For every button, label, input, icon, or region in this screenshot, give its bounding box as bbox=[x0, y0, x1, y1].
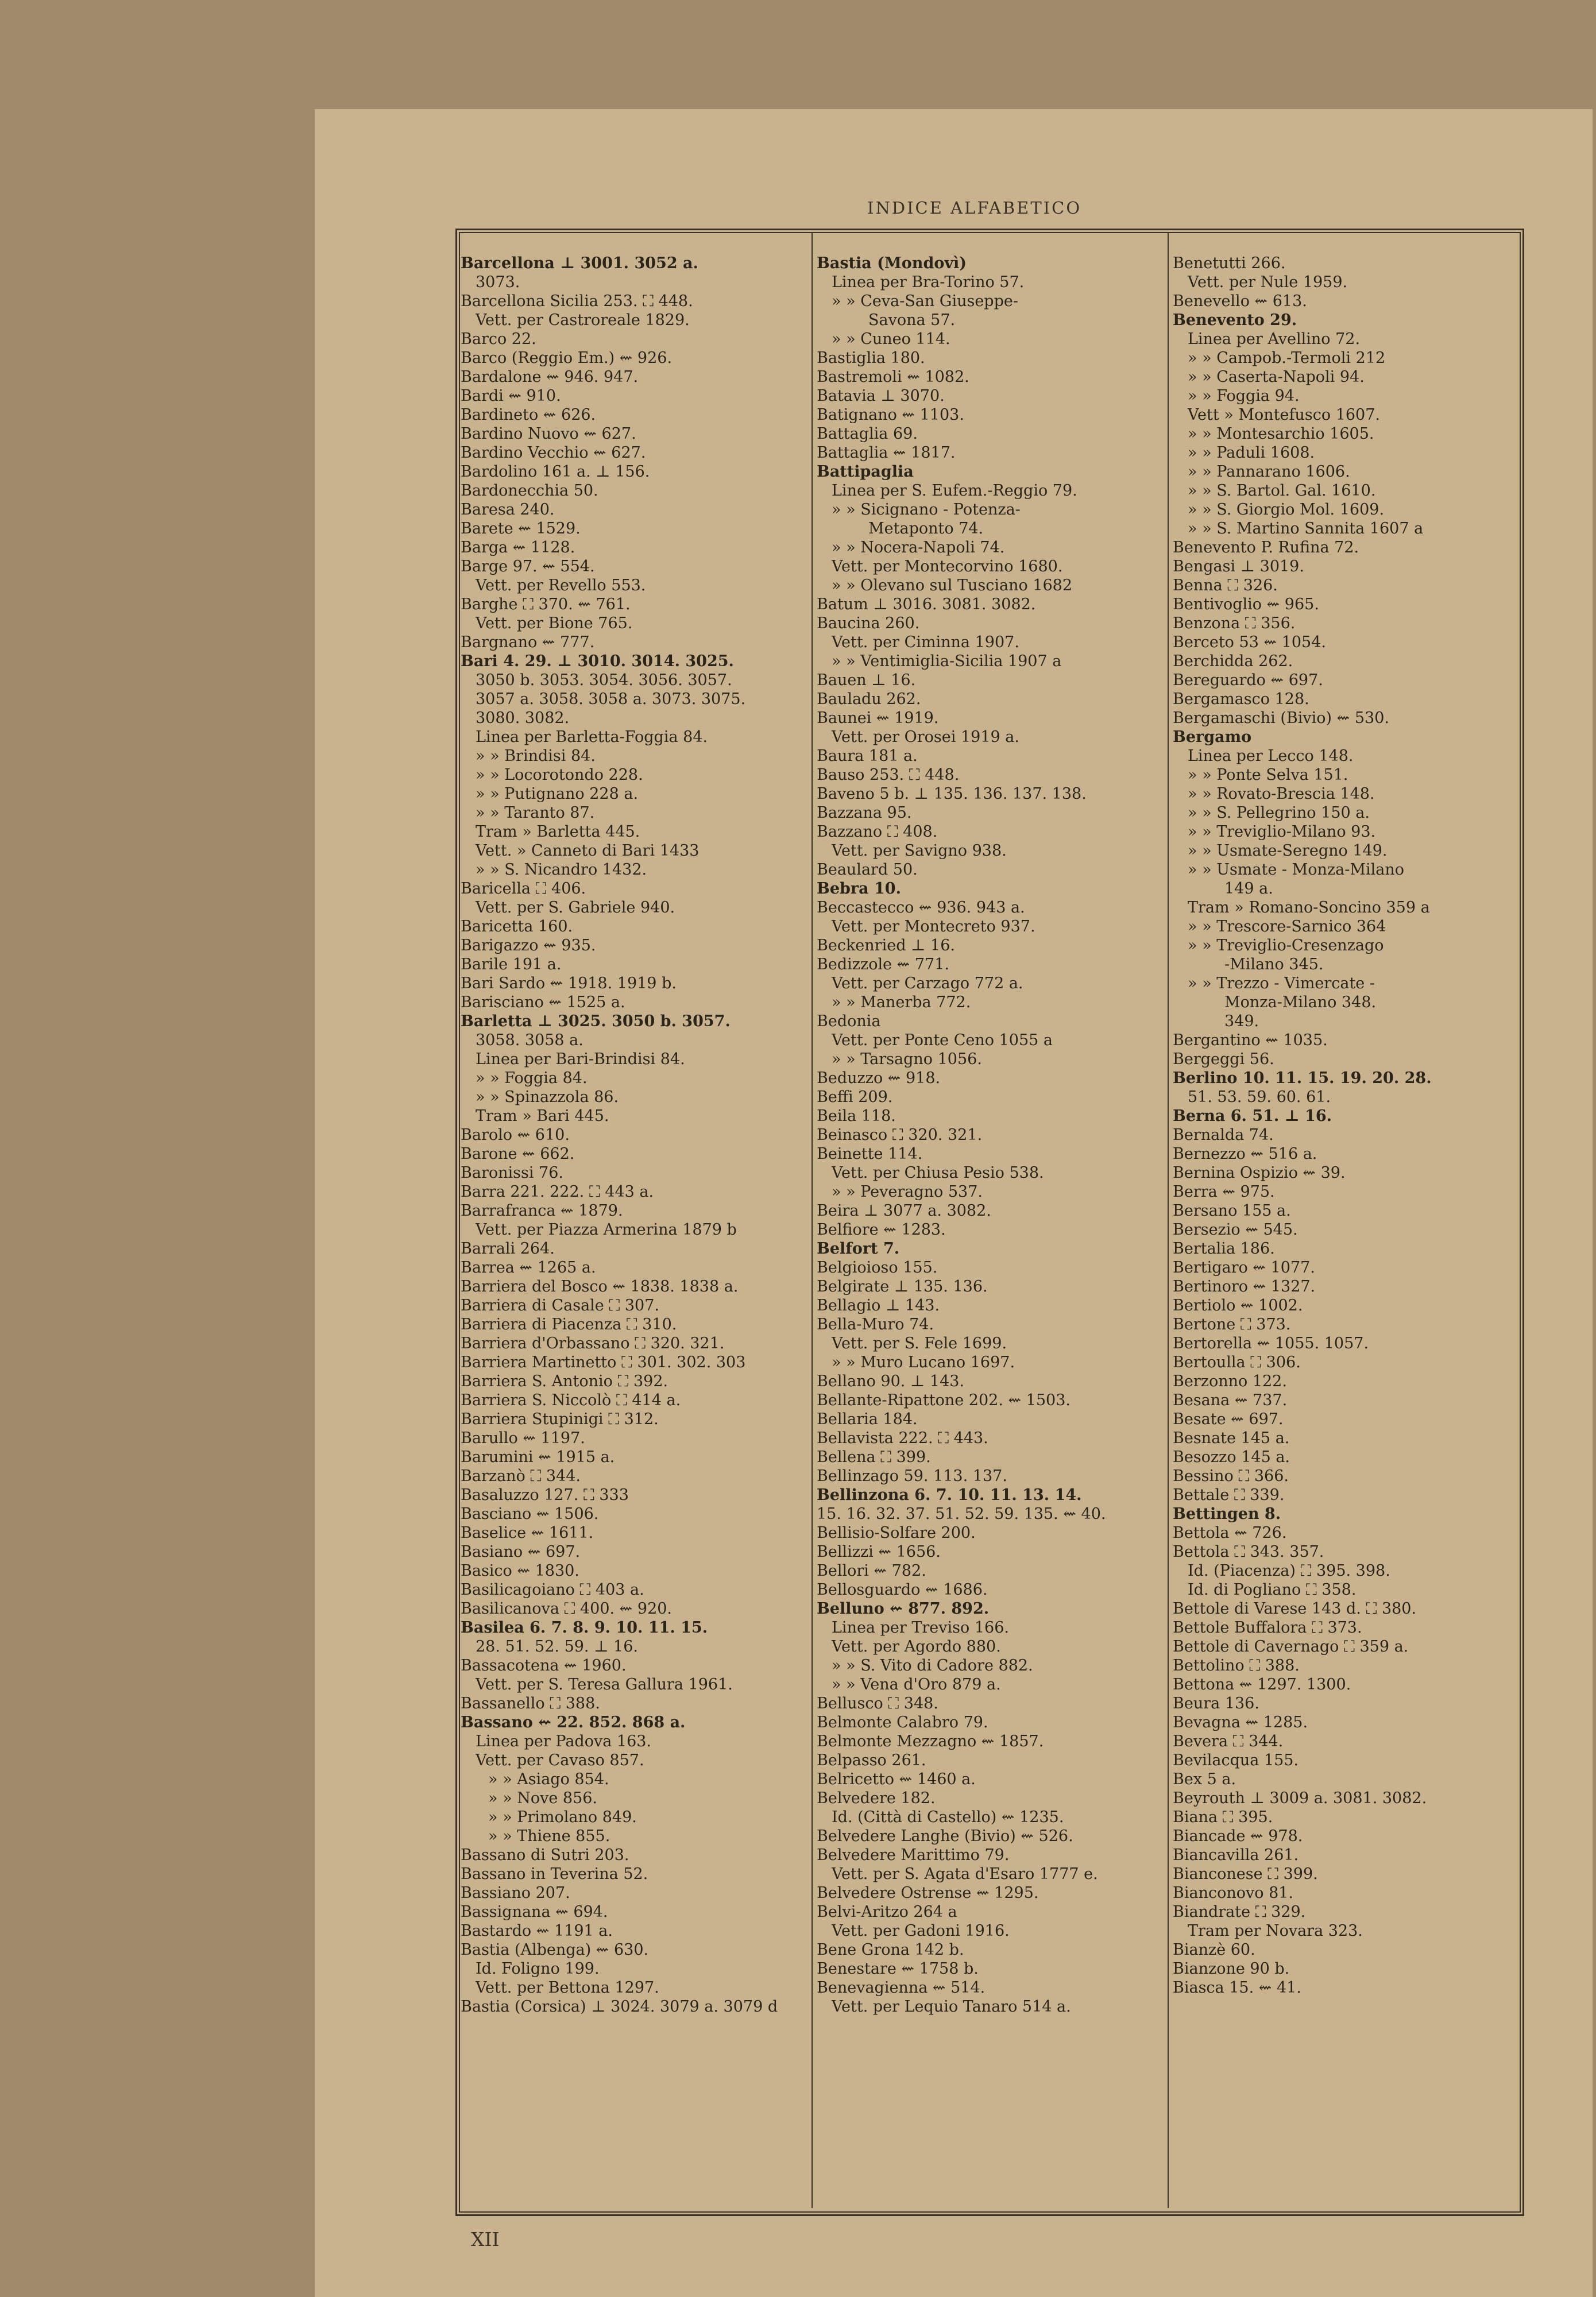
index-column-2 bbox=[817, 254, 1161, 2016]
index-entry: Bazzano ⛶ 408. bbox=[817, 823, 938, 841]
index-entry: Vett. per S. Teresa Gallura 1961. bbox=[476, 1676, 733, 1693]
index-entry: Baunei ⇜ 1919. bbox=[817, 709, 939, 727]
index-entry: Biana ⛶ 395. bbox=[1173, 1808, 1273, 1826]
index-entry: Belmonte Mezzagno ⇜ 1857. bbox=[817, 1733, 1044, 1750]
index-entry: Linea per Lecco 148. bbox=[1188, 747, 1354, 765]
index-entry: Bevera ⛶ 344. bbox=[1173, 1733, 1284, 1750]
index-entry: Vett. per Nule 1959. bbox=[1188, 273, 1348, 291]
index-entry: Bardineto ⇜ 626. bbox=[461, 406, 596, 424]
index-entry: Bene Grona 142 b. bbox=[817, 1941, 964, 1959]
index-entry: Basico ⇜ 1830. bbox=[461, 1562, 579, 1580]
index-entry: Berra ⇜ 975. bbox=[1173, 1183, 1275, 1201]
index-entry: Barletta ⊥ 3025. 3050 b. 3057. bbox=[461, 1012, 731, 1030]
index-entry: » » Foggia 84. bbox=[476, 1069, 588, 1087]
index-entry: » » S. Nicandro 1432. bbox=[476, 861, 647, 879]
index-entry: Bastia (Mondovì) bbox=[817, 254, 967, 272]
index-entry: Vett. per Piazza Armerina 1879 b bbox=[476, 1221, 737, 1239]
index-entry: Bastardo ⇜ 1191 a. bbox=[461, 1922, 613, 1940]
index-entry: Bellavista 222. ⛶ 443. bbox=[817, 1429, 988, 1447]
index-entry: Battipaglia bbox=[817, 463, 914, 481]
index-entry: Vett. per S. Fele 1699. bbox=[832, 1335, 1007, 1352]
index-entry: Barriera di Casale ⛶ 307. bbox=[461, 1297, 659, 1314]
index-entry: Besate ⇜ 697. bbox=[1173, 1410, 1284, 1428]
index-entry: Barriera di Piacenza ⛶ 310. bbox=[461, 1316, 677, 1333]
index-entry: Vett. per Bettona 1297. bbox=[476, 1979, 659, 1997]
index-entry: Biancavilla 261. bbox=[1173, 1846, 1299, 1864]
index-entry: Benevagienna ⇜ 514. bbox=[817, 1979, 986, 1997]
index-entry: » » S. Bartol. Gal. 1610. bbox=[1188, 482, 1376, 500]
index-entry: Berchidda 262. bbox=[1173, 652, 1293, 670]
index-entry: Bellena ⛶ 399. bbox=[817, 1448, 931, 1466]
index-entry: Beinette 114. bbox=[817, 1145, 923, 1163]
index-entry: » » S. Martino Sannita 1607 a bbox=[1188, 520, 1424, 537]
index-entry: Beinasco ⛶ 320. 321. bbox=[817, 1126, 983, 1144]
index-entry: Bardino Vecchio ⇜ 627. bbox=[461, 444, 646, 462]
index-entry: Belvedere Ostrense ⇜ 1295. bbox=[817, 1884, 1039, 1902]
index-entry: Bastia (Corsica) ⊥ 3024. 3079 a. 3079 d bbox=[461, 1998, 778, 2016]
index-entry: Barumini ⇜ 1915 a. bbox=[461, 1448, 615, 1466]
index-entry: Vett. per Ponte Ceno 1055 a bbox=[832, 1031, 1053, 1049]
index-entry: Bazzana 95. bbox=[817, 804, 912, 822]
index-entry: Baucina 260. bbox=[817, 614, 920, 632]
index-entry: Barghe ⛶ 370. ⇜ 761. bbox=[461, 595, 631, 613]
index-entry: Bernina Ospizio ⇜ 39. bbox=[1173, 1164, 1346, 1182]
index-entry: » » S. Pellegrino 150 a. bbox=[1188, 804, 1370, 822]
index-entry: Bessino ⛶ 366. bbox=[1173, 1467, 1289, 1485]
index-entry: Id. di Pogliano ⛶ 358. bbox=[1188, 1581, 1357, 1599]
index-entry: Bauladu 262. bbox=[817, 690, 921, 708]
index-entry: » » Thiene 855. bbox=[488, 1827, 610, 1845]
index-entry: » » Usmate - Monza-Milano bbox=[1188, 861, 1405, 879]
index-entry: 349. bbox=[1224, 1012, 1259, 1030]
index-entry: Bentivoglio ⇜ 965. bbox=[1173, 595, 1319, 613]
index-entry: Bianzè 60. bbox=[1173, 1941, 1255, 1959]
index-entry: » » Peveragno 537. bbox=[832, 1183, 983, 1201]
index-entry: Belmonte Calabro 79. bbox=[817, 1714, 988, 1731]
index-entry: Barriera d'Orbassano ⛶ 320. 321. bbox=[461, 1335, 725, 1352]
index-entry: Metaponto 74. bbox=[868, 520, 984, 537]
index-column-3 bbox=[1173, 254, 1517, 1997]
index-entry: Linea per Bra-Torino 57. bbox=[832, 273, 1025, 291]
index-entry: Belvedere Marittimo 79. bbox=[817, 1846, 1010, 1864]
index-entry: » » Cuneo 114. bbox=[832, 330, 950, 348]
index-entry: Bellinzona 6. 7. 10. 11. 13. 14. bbox=[817, 1486, 1082, 1504]
index-entry: Benna ⛶ 326. bbox=[1173, 577, 1278, 594]
index-entry: Barriera S. Antonio ⛶ 392. bbox=[461, 1372, 668, 1390]
index-entry: Bardalone ⇜ 946. 947. bbox=[461, 368, 639, 386]
index-entry: Vett. » Canneto di Bari 1433 bbox=[476, 842, 700, 860]
index-entry: Biasca 15. ⇜ 41. bbox=[1173, 1979, 1301, 1997]
column-divider bbox=[811, 233, 813, 2208]
index-entry: Id. Foligno 199. bbox=[476, 1960, 600, 1978]
index-entry: Tram » Bari 445. bbox=[476, 1107, 609, 1125]
page-number: XII bbox=[471, 2228, 500, 2250]
index-entry: Vett. per Savigno 938. bbox=[832, 842, 1007, 860]
index-entry: Bettolino ⛶ 388. bbox=[1173, 1657, 1300, 1675]
index-entry: Basciano ⇜ 1506. bbox=[461, 1505, 599, 1523]
index-entry: Baricella ⛶ 406. bbox=[461, 880, 586, 898]
index-entry: » » Asiago 854. bbox=[488, 1770, 609, 1788]
index-entry: Id. (Piacenza) ⛶ 395. 398. bbox=[1188, 1562, 1390, 1580]
index-entry: » » Foggia 94. bbox=[1188, 387, 1300, 405]
index-entry: Belpasso 261. bbox=[817, 1751, 926, 1769]
index-entry: » » Vena d'Oro 879 a. bbox=[832, 1676, 1001, 1693]
index-entry: Belvedere Langhe (Bivio) ⇜ 526. bbox=[817, 1827, 1073, 1845]
index-entry: Id. (Città di Castello) ⇜ 1235. bbox=[832, 1808, 1064, 1826]
index-entry: Bex 5 a. bbox=[1173, 1770, 1236, 1788]
index-entry: » » Paduli 1608. bbox=[1188, 444, 1315, 462]
index-entry: » » Rovato-Brescia 148. bbox=[1188, 785, 1375, 803]
index-entry: Beffi 209. bbox=[817, 1088, 893, 1106]
index-entry: Bellagio ⊥ 143. bbox=[817, 1297, 940, 1314]
index-entry: Belfort 7. bbox=[817, 1240, 900, 1258]
index-entry: Bettole di Varese 143 d. ⛶ 380. bbox=[1173, 1600, 1417, 1618]
index-entry: Vett. per Orosei 1919 a. bbox=[832, 728, 1019, 746]
index-entry: Bellosguardo ⇜ 1686. bbox=[817, 1581, 988, 1599]
index-entry: Bedonia bbox=[817, 1012, 881, 1030]
index-entry: Benzona ⛶ 356. bbox=[1173, 614, 1296, 632]
index-entry: Bellisio-Solfare 200. bbox=[817, 1524, 976, 1542]
index-entry: » » Olevano sul Tusciano 1682 bbox=[832, 577, 1073, 594]
index-entry: Bengasi ⊥ 3019. bbox=[1173, 558, 1304, 575]
index-entry: Bassano di Sutri 203. bbox=[461, 1846, 629, 1864]
index-entry: Bastia (Albenga) ⇜ 630. bbox=[461, 1941, 649, 1959]
index-entry: Bardolino 161 a. ⊥ 156. bbox=[461, 463, 650, 481]
index-entry: » » Trezzo - Vimercate - bbox=[1188, 975, 1375, 992]
index-entry: Barrafranca ⇜ 1879. bbox=[461, 1202, 623, 1220]
index-entry: Bari Sardo ⇜ 1918. 1919 b. bbox=[461, 975, 677, 992]
index-entry: Bertone ⛶ 373. bbox=[1173, 1316, 1291, 1333]
index-entry: Bersano 155 a. bbox=[1173, 1202, 1291, 1220]
index-entry: Besana ⇜ 737. bbox=[1173, 1391, 1288, 1409]
index-entry: » » Pannarano 1606. bbox=[1188, 463, 1350, 481]
index-entry: Barriera del Bosco ⇜ 1838. 1838 a. bbox=[461, 1278, 739, 1296]
index-entry: Vett. per Ciminna 1907. bbox=[832, 633, 1019, 651]
index-entry: Bevilacqua 155. bbox=[1173, 1751, 1299, 1769]
index-entry: » » Treviglio-Cresenzago bbox=[1188, 937, 1384, 954]
index-entry: Vett. per S. Agata d'Esaro 1777 e. bbox=[832, 1865, 1098, 1883]
index-entry: » » Usmate-Seregno 149. bbox=[1188, 842, 1388, 860]
index-entry: Vett. per Cavaso 857. bbox=[476, 1751, 644, 1769]
index-entry: Bettingen 8. bbox=[1173, 1505, 1281, 1523]
index-entry: Besnate 145 a. bbox=[1173, 1429, 1290, 1447]
index-entry: Belfiore ⇜ 1283. bbox=[817, 1221, 946, 1239]
index-entry: Vett. per Bione 765. bbox=[476, 614, 633, 632]
index-entry: Barone ⇜ 662. bbox=[461, 1145, 575, 1163]
index-entry: Basaluzzo 127. ⛶ 333 bbox=[461, 1486, 629, 1504]
index-entry: Baresa 240. bbox=[461, 501, 555, 519]
index-entry: Biancade ⇜ 978. bbox=[1173, 1827, 1303, 1845]
index-entry: 3073. bbox=[476, 273, 520, 291]
index-entry: Barullo ⇜ 1197. bbox=[461, 1429, 585, 1447]
index-entry: » » Campob.-Termoli 212 bbox=[1188, 349, 1386, 367]
index-entry: Linea per S. Eufem.-Reggio 79. bbox=[832, 482, 1077, 500]
index-entry: Batavia ⊥ 3070. bbox=[817, 387, 945, 405]
index-entry: Bergeggi 56. bbox=[1173, 1050, 1274, 1068]
index-column-1 bbox=[461, 254, 805, 2016]
index-entry: Bergamo bbox=[1173, 728, 1252, 746]
index-entry: Beyrouth ⊥ 3009 a. 3081. 3082. bbox=[1173, 1789, 1427, 1807]
index-entry: Bassanello ⛶ 388. bbox=[461, 1695, 600, 1712]
index-entry: Belricetto ⇜ 1460 a. bbox=[817, 1770, 976, 1788]
index-entry: Barco 22. bbox=[461, 330, 536, 348]
index-entry: Linea per Avellino 72. bbox=[1188, 330, 1361, 348]
index-entry: Batignano ⇜ 1103. bbox=[817, 406, 964, 424]
index-entry: Bersezio ⇜ 545. bbox=[1173, 1221, 1298, 1239]
index-entry: » » Nocera-Napoli 74. bbox=[832, 539, 1005, 556]
index-entry: Barra 221. 222. ⛶ 443 a. bbox=[461, 1183, 654, 1201]
index-entry: Benetutti 266. bbox=[1173, 254, 1286, 272]
index-entry: Battaglia 69. bbox=[817, 425, 918, 443]
index-entry: Bauen ⊥ 16. bbox=[817, 671, 916, 689]
index-entry: Bernezzo ⇜ 516 a. bbox=[1173, 1145, 1317, 1163]
index-entry: Vett. per Chiusa Pesio 538. bbox=[832, 1164, 1044, 1182]
index-entry: Vett. per Lequio Tanaro 514 a. bbox=[832, 1998, 1071, 2016]
index-entry: » » Ponte Selva 151. bbox=[1188, 766, 1348, 784]
index-entry: Vett. per S. Gabriele 940. bbox=[476, 899, 675, 917]
index-entry: Bauso 253. ⛶ 448. bbox=[817, 766, 960, 784]
index-entry: Barga ⇜ 1128. bbox=[461, 539, 575, 556]
index-entry: » » Muro Lucano 1697. bbox=[832, 1354, 1015, 1371]
index-entry: Bianconovo 81. bbox=[1173, 1884, 1294, 1902]
index-entry: Baronissi 76. bbox=[461, 1164, 563, 1182]
index-entry: » » Tarsagno 1056. bbox=[832, 1050, 982, 1068]
index-entry: Bettona ⇜ 1297. 1300. bbox=[1173, 1676, 1351, 1693]
index-entry: Beura 136. bbox=[1173, 1695, 1259, 1712]
index-entry: » » S. Giorgio Mol. 1609. bbox=[1188, 501, 1385, 519]
index-entry: 51. 53. 59. 60. 61. bbox=[1188, 1088, 1331, 1106]
index-entry: Bellori ⇜ 782. bbox=[817, 1562, 926, 1580]
index-entry: Barriera Stupinigi ⛶ 312. bbox=[461, 1410, 659, 1428]
index-entry: Bertalia 186. bbox=[1173, 1240, 1275, 1258]
index-entry: Barisciano ⇜ 1525 a. bbox=[461, 993, 625, 1011]
index-entry: Baura 181 a. bbox=[817, 747, 918, 765]
index-entry: Barriera Martinetto ⛶ 301. 302. 303 bbox=[461, 1354, 746, 1371]
index-entry: Battaglia ⇜ 1817. bbox=[817, 444, 956, 462]
index-entry: Barrali 264. bbox=[461, 1240, 555, 1258]
index-entry: Tram » Romano-Soncino 359 a bbox=[1188, 899, 1430, 917]
index-entry: Basilicagoiano ⛶ 403 a. bbox=[461, 1581, 644, 1599]
index-entry: Bassignana ⇜ 694. bbox=[461, 1903, 608, 1921]
index-entry: Vett. per Agordo 880. bbox=[832, 1638, 1001, 1656]
index-entry: Vett. per Montecreto 937. bbox=[832, 918, 1035, 935]
index-entry: Bettola ⇜ 726. bbox=[1173, 1524, 1287, 1542]
index-entry: 28. 51. 52. 59. ⊥ 16. bbox=[476, 1638, 638, 1656]
index-entry: Bassacotena ⇜ 1960. bbox=[461, 1657, 627, 1675]
index-entry: » » Sicignano - Potenza- bbox=[832, 501, 1021, 519]
index-entry: Bellante-Ripattone 202. ⇜ 1503. bbox=[817, 1391, 1071, 1409]
index-entry: Barolo ⇜ 610. bbox=[461, 1126, 570, 1144]
index-entry: Bertinoro ⇜ 1327. bbox=[1173, 1278, 1316, 1296]
index-entry: Barcellona ⊥ 3001. 3052 a. bbox=[461, 254, 698, 272]
index-entry: Bella-Muro 74. bbox=[817, 1316, 934, 1333]
index-entry: » » Primolano 849. bbox=[488, 1808, 637, 1826]
index-entry: Tram per Novara 323. bbox=[1188, 1922, 1363, 1940]
index-entry: Basilea 6. 7. 8. 9. 10. 11. 15. bbox=[461, 1619, 708, 1637]
index-entry: » » Montesarchio 1605. bbox=[1188, 425, 1374, 443]
index-entry: » » Ceva-San Giuseppe- bbox=[832, 292, 1018, 310]
index-entry: » » Locorotondo 228. bbox=[476, 766, 643, 784]
index-entry: Bassano ⇜ 22. 852. 868 a. bbox=[461, 1714, 686, 1731]
index-entry: Vett. per Castroreale 1829. bbox=[476, 311, 690, 329]
page-header: INDICE ALFABETICO bbox=[867, 198, 1082, 218]
index-entry: Vett. per Carzago 772 a. bbox=[832, 975, 1023, 992]
index-entry: Beduzzo ⇜ 918. bbox=[817, 1069, 941, 1087]
index-entry: Baveno 5 b. ⊥ 135. 136. 137. 138. bbox=[817, 785, 1087, 803]
index-entry: Beaulard 50. bbox=[817, 861, 918, 879]
index-entry: Vett. per Revello 553. bbox=[476, 577, 646, 594]
index-entry: Bardino Nuovo ⇜ 627. bbox=[461, 425, 636, 443]
index-entry: Basiano ⇜ 697. bbox=[461, 1543, 581, 1561]
index-entry: Bassano in Teverina 52. bbox=[461, 1865, 648, 1883]
index-entry: Monza-Milano 348. bbox=[1224, 993, 1377, 1011]
index-entry: Benevello ⇜ 613. bbox=[1173, 292, 1307, 310]
index-entry: Barcellona Sicilia 253. ⛶ 448. bbox=[461, 292, 693, 310]
index-entry: Vett » Montefusco 1607. bbox=[1188, 406, 1380, 424]
index-entry: » » Putignano 228 a. bbox=[476, 785, 639, 803]
index-entry: Bardi ⇜ 910. bbox=[461, 387, 561, 405]
index-entry: Bettale ⛶ 339. bbox=[1173, 1486, 1285, 1504]
index-entry: Bassiano 207. bbox=[461, 1884, 570, 1902]
index-entry: Barigazzo ⇜ 935. bbox=[461, 937, 596, 954]
index-entry: Bettola ⛶ 343. 357. bbox=[1173, 1543, 1324, 1561]
index-entry: Bellusco ⛶ 348. bbox=[817, 1695, 938, 1712]
index-entry: Bertorella ⇜ 1055. 1057. bbox=[1173, 1335, 1369, 1352]
index-entry: » » Brindisi 84. bbox=[476, 747, 596, 765]
index-entry: 3058. 3058 a. bbox=[476, 1031, 583, 1049]
index-entry: Bellizzi ⇜ 1656. bbox=[817, 1543, 941, 1561]
index-entry: Belgirate ⊥ 135. 136. bbox=[817, 1278, 988, 1296]
index-entry: Beira ⊥ 3077 a. 3082. bbox=[817, 1202, 991, 1220]
index-entry: Bergantino ⇜ 1035. bbox=[1173, 1031, 1328, 1049]
index-entry: Bastiglia 180. bbox=[817, 349, 925, 367]
index-entry: Batum ⊥ 3016. 3081. 3082. bbox=[817, 595, 1036, 613]
index-entry: Beila 118. bbox=[817, 1107, 896, 1125]
index-entry: Bardonecchia 50. bbox=[461, 482, 598, 500]
index-entry: Bertigaro ⇜ 1077. bbox=[1173, 1259, 1315, 1277]
index-entry: Savona 57. bbox=[868, 311, 956, 329]
index-entry: Bertiolo ⇜ 1002. bbox=[1173, 1297, 1303, 1314]
index-entry: Benevento 29. bbox=[1173, 311, 1297, 329]
index-entry: Linea per Bari-Brindisi 84. bbox=[476, 1050, 685, 1068]
index-entry: Belgioioso 155. bbox=[817, 1259, 938, 1277]
index-entry: Bebra 10. bbox=[817, 880, 901, 898]
index-entry: Belvedere 182. bbox=[817, 1789, 936, 1807]
index-entry: Belvi-Aritzo 264 a bbox=[817, 1903, 957, 1921]
index-entry: Bianconese ⛶ 399. bbox=[1173, 1865, 1318, 1883]
index-entry: Benestare ⇜ 1758 b. bbox=[817, 1960, 979, 1978]
index-entry: Berzonno 122. bbox=[1173, 1372, 1287, 1390]
index-entry: Vett. per Gadoni 1916. bbox=[832, 1922, 1010, 1940]
index-entry: Bellaria 184. bbox=[817, 1410, 918, 1428]
index-entry: Barriera S. Niccolò ⛶ 414 a. bbox=[461, 1391, 681, 1409]
index-entry: Barco (Reggio Em.) ⇜ 926. bbox=[461, 349, 673, 367]
index-entry: » » Trescore-Sarnico 364 bbox=[1188, 918, 1386, 935]
index-entry: » » Nove 856. bbox=[488, 1789, 598, 1807]
index-entry: Bergamasco 128. bbox=[1173, 690, 1309, 708]
index-entry: Bellano 90. ⊥ 143. bbox=[817, 1372, 965, 1390]
index-entry: » » Caserta-Napoli 94. bbox=[1188, 368, 1365, 386]
index-entry: Besozzo 145 a. bbox=[1173, 1448, 1290, 1466]
index-entry: » » Ventimiglia-Sicilia 1907 a bbox=[832, 652, 1062, 670]
index-entry: Berna 6. 51. ⊥ 16. bbox=[1173, 1107, 1332, 1125]
index-entry: Bari 4. 29. ⊥ 3010. 3014. 3025. bbox=[461, 652, 734, 670]
index-entry: 149 a. bbox=[1224, 880, 1273, 898]
index-entry: Barete ⇜ 1529. bbox=[461, 520, 581, 537]
index-entry: Beckenried ⊥ 16. bbox=[817, 937, 955, 954]
index-entry: Biandrate ⛶ 329. bbox=[1173, 1903, 1306, 1921]
index-entry: Basilicanova ⛶ 400. ⇜ 920. bbox=[461, 1600, 673, 1618]
index-entry: 15. 16. 32. 37. 51. 52. 59. 135. ⇜ 40. bbox=[817, 1505, 1106, 1523]
index-entry: Berlino 10. 11. 15. 19. 20. 28. bbox=[1173, 1069, 1432, 1087]
index-entry: Barrea ⇜ 1265 a. bbox=[461, 1259, 596, 1277]
index-entry: Barile 191 a. bbox=[461, 956, 562, 973]
index-entry: Bedizzole ⇜ 771. bbox=[817, 956, 949, 973]
index-entry: » » Taranto 87. bbox=[476, 804, 595, 822]
index-entry: Baricetta 160. bbox=[461, 918, 573, 935]
index-entry: » » S. Vito di Cadore 882. bbox=[832, 1657, 1033, 1675]
index-entry: Bargnano ⇜ 777. bbox=[461, 633, 595, 651]
index-entry: Bastremoli ⇜ 1082. bbox=[817, 368, 969, 386]
column-divider bbox=[1168, 233, 1169, 2208]
index-entry: Barzanò ⛶ 344. bbox=[461, 1467, 581, 1485]
index-entry: 3057 a. 3058. 3058 a. 3073. 3075. bbox=[476, 690, 746, 708]
index-entry: Linea per Padova 163. bbox=[476, 1733, 652, 1750]
index-entry: Bettole di Cavernago ⛶ 359 a. bbox=[1173, 1638, 1409, 1656]
index-entry: -Milano 345. bbox=[1224, 956, 1324, 973]
index-entry: » » Manerba 772. bbox=[832, 993, 971, 1011]
index-entry: Bevagna ⇜ 1285. bbox=[1173, 1714, 1308, 1731]
index-entry: Bertoulla ⛶ 306. bbox=[1173, 1354, 1301, 1371]
index-entry: Linea per Barletta-Foggia 84. bbox=[476, 728, 708, 746]
index-entry: Belluno ⇜ 877. 892. bbox=[817, 1600, 990, 1618]
index-entry: Benevento P. Rufina 72. bbox=[1173, 539, 1359, 556]
index-entry: Bergamaschi (Bivio) ⇜ 530. bbox=[1173, 709, 1389, 727]
index-entry: » » Treviglio-Milano 93. bbox=[1188, 823, 1376, 841]
index-entry: Bereguardo ⇜ 697. bbox=[1173, 671, 1323, 689]
index-entry: Barge 97. ⇜ 554. bbox=[461, 558, 595, 575]
index-entry: Bernalda 74. bbox=[1173, 1126, 1274, 1144]
index-entry: Bianzone 90 b. bbox=[1173, 1960, 1290, 1978]
index-entry: Linea per Treviso 166. bbox=[832, 1619, 1009, 1637]
index-entry: 3080. 3082. bbox=[476, 709, 570, 727]
index-entry: Bellinzago 59. 113. 137. bbox=[817, 1467, 1007, 1485]
index-entry: Baselice ⇜ 1611. bbox=[461, 1524, 594, 1542]
index-entry: Tram » Barletta 445. bbox=[476, 823, 640, 841]
index-entry: » » Spinazzola 86. bbox=[476, 1088, 619, 1106]
index-entry: Beccastecco ⇜ 936. 943 a. bbox=[817, 899, 1025, 917]
index-entry: 3050 b. 3053. 3054. 3056. 3057. bbox=[476, 671, 732, 689]
index-entry: Berceto 53 ⇜ 1054. bbox=[1173, 633, 1326, 651]
index-entry: Vett. per Montecorvino 1680. bbox=[832, 558, 1063, 575]
index-entry: Bettole Buffalora ⛶ 373. bbox=[1173, 1619, 1362, 1637]
